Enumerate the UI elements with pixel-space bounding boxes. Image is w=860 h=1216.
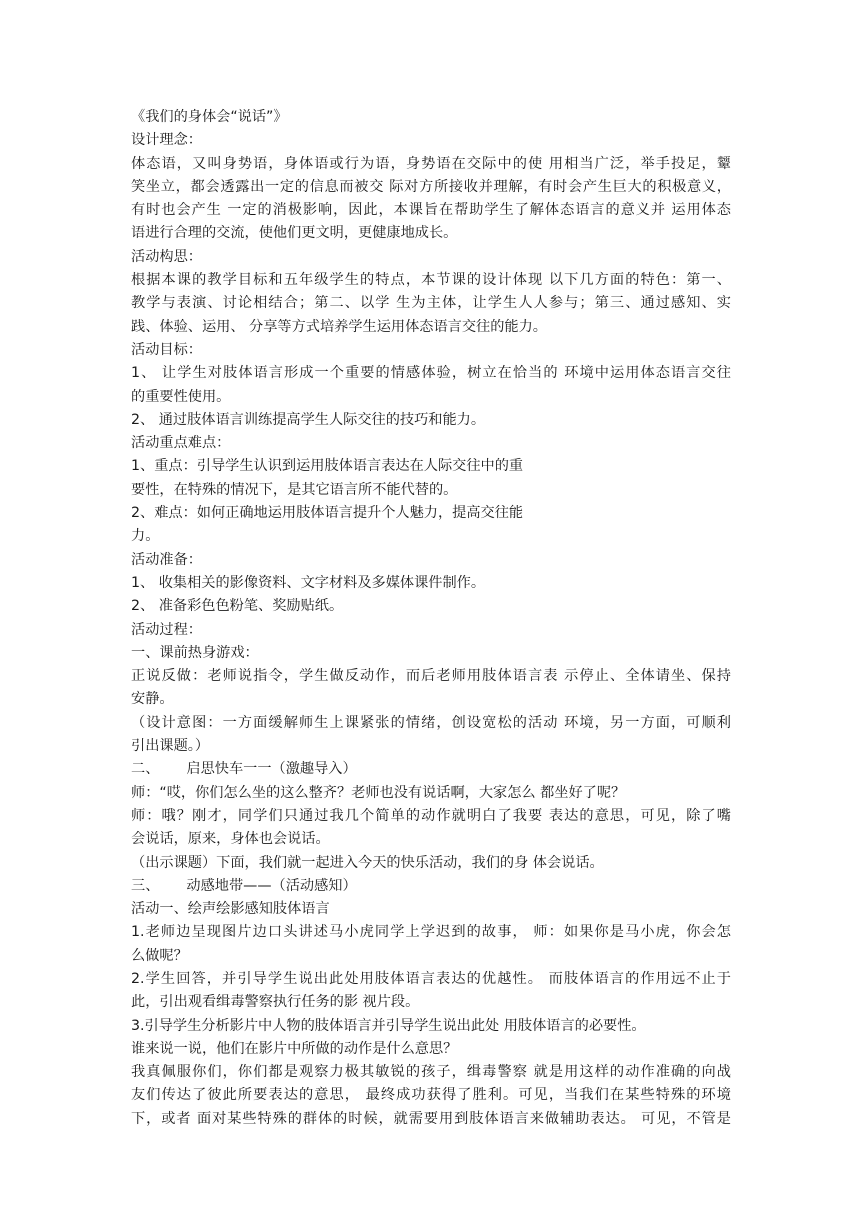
- document-body: [131, 106, 731, 1131]
- text-line: 友们传达了彼此所要表达的意思， 最终成功获得了胜利。可见，当我们在某些特殊的环境: [131, 1087, 731, 1104]
- text-line: 么做呢？: [131, 947, 188, 964]
- text-line: 引出课题。）: [131, 738, 210, 755]
- text-line: 有时也会产生 一定的消极影响，因此，本课旨在帮助学生了解体态语言的意义并 运用体态: [131, 202, 731, 219]
- text-line: 师：“哎，你们怎么坐的这么整齐？老师也没有说话啊，大家怎么 都坐好了呢？: [131, 784, 626, 801]
- text-line: 2、 通过肢体语言训练提高学生人际交往的技巧和能力。: [131, 411, 486, 428]
- text-line: 会说话，原来，身体也会说话。: [131, 831, 330, 848]
- text-line: 谁来说一说，他们在影片中所做的动作是什么意思？: [131, 1040, 458, 1057]
- text-line: 的重要性使用。: [131, 388, 231, 405]
- text-line: 《我们的身体会“说话”》: [131, 109, 288, 125]
- text-line: 三、 动感地带——（活动感知）: [131, 877, 357, 894]
- text-line: （设计意图：一方面缓解师生上课紧张的情绪，创设宽松的活动 环境，另一方面，可顺利: [131, 714, 731, 731]
- text-line: 笑坐立，都会透露出一定的信息而被交 际对方所接收并理解，有时会产生巨大的积极意义，: [131, 178, 731, 195]
- text-line: 活动重点难点：: [131, 435, 231, 452]
- text-line: 活动准备：: [131, 551, 202, 568]
- text-line: 教学与表演、讨论相结合；第二、以学 生为主体，让学生人人参与；第三、通过感知、实: [131, 295, 731, 312]
- text-line: 下，或者 面对某些特殊的群体的时候，就需要用到肢体语言来做辅助表达。 可见，不管是: [131, 1110, 731, 1127]
- text-line: 师：哦？刚才，同学们只通过我几个简单的动作就明白了我要 表达的意思，可见，除了嘴: [131, 807, 731, 824]
- text-line: 1、 收集相关的影像资料、文字材料及多媒体课件制作。: [131, 574, 486, 591]
- text-line: 根据本课的教学目标和五年级学生的特点，本节课的设计体现 以下几方面的特色：第一、: [131, 272, 731, 289]
- text-line: 1、重点：引导学生认识到运用肢体语言表达在人际交往中的重: [131, 458, 524, 475]
- text-line: 设计理念：: [131, 132, 202, 149]
- text-line: 2、难点：如何正确地运用肢体语言提升个人魅力，提高交往能: [131, 505, 524, 522]
- text-line: 践、体验、运用、 分享等方式培养学生运用体态语言交往的能力。: [131, 318, 547, 335]
- text-line: 活动过程：: [131, 621, 202, 638]
- text-line: 活动一、绘声绘影感知肢体语言: [131, 901, 330, 918]
- text-line: （出示课题）下面，我们就一起进入今天的快乐活动，我们的身 体会说话。: [131, 854, 604, 871]
- text-line: 1、 让学生对肢体语言形成一个重要的情感体验，树立在恰当的 环境中运用体态语言交往: [131, 365, 731, 382]
- text-line: 正说反做：老师说指令，学生做反动作，而后老师用肢体语言表 示停止、全体请坐、保持: [131, 668, 731, 685]
- text-line: 2、 准备彩色色粉笔、奖励贴纸。: [131, 598, 344, 615]
- text-line: 此，引出观看缉毒警察执行任务的影 视片段。: [131, 994, 420, 1011]
- text-line: 力。: [131, 528, 160, 545]
- text-line: 二、 启思快车一一（激趣导入）: [131, 761, 357, 778]
- text-line: 体态语，又叫身势语，身体语或行为语，身势语在交际中的使 用相当广泛，举手投足，颦: [131, 155, 731, 172]
- text-line: 3.引导学生分析影片中人物的肢体语言并引导学生说出此处 用肢体语言的必要性。: [131, 1017, 646, 1034]
- text-line: 2.学生回答，并引导学生说出此处用肢体语言表达的优越性。 而肢体语言的作用远不止于: [131, 970, 731, 987]
- text-line: 语进行合理的交流，使他们更文明，更健康地成长。: [131, 225, 458, 242]
- text-line: 一、课前热身游戏：: [131, 644, 259, 661]
- text-line: 活动构思：: [131, 248, 202, 265]
- text-line: 1.老师边呈现图片边口头讲述马小虎同学上学迟到的故事， 师：如果你是马小虎，你会怎: [131, 924, 731, 941]
- text-line: 安静。: [131, 691, 174, 708]
- text-line: 要性，在特殊的情况下，是其它语言所不能代替的。: [131, 481, 458, 498]
- text-line: 我真佩服你们，你们都是观察力极其敏锐的孩子，缉毒警察 就是用这样的动作准确的向战: [131, 1064, 731, 1081]
- text-line: 活动目标：: [131, 341, 202, 358]
